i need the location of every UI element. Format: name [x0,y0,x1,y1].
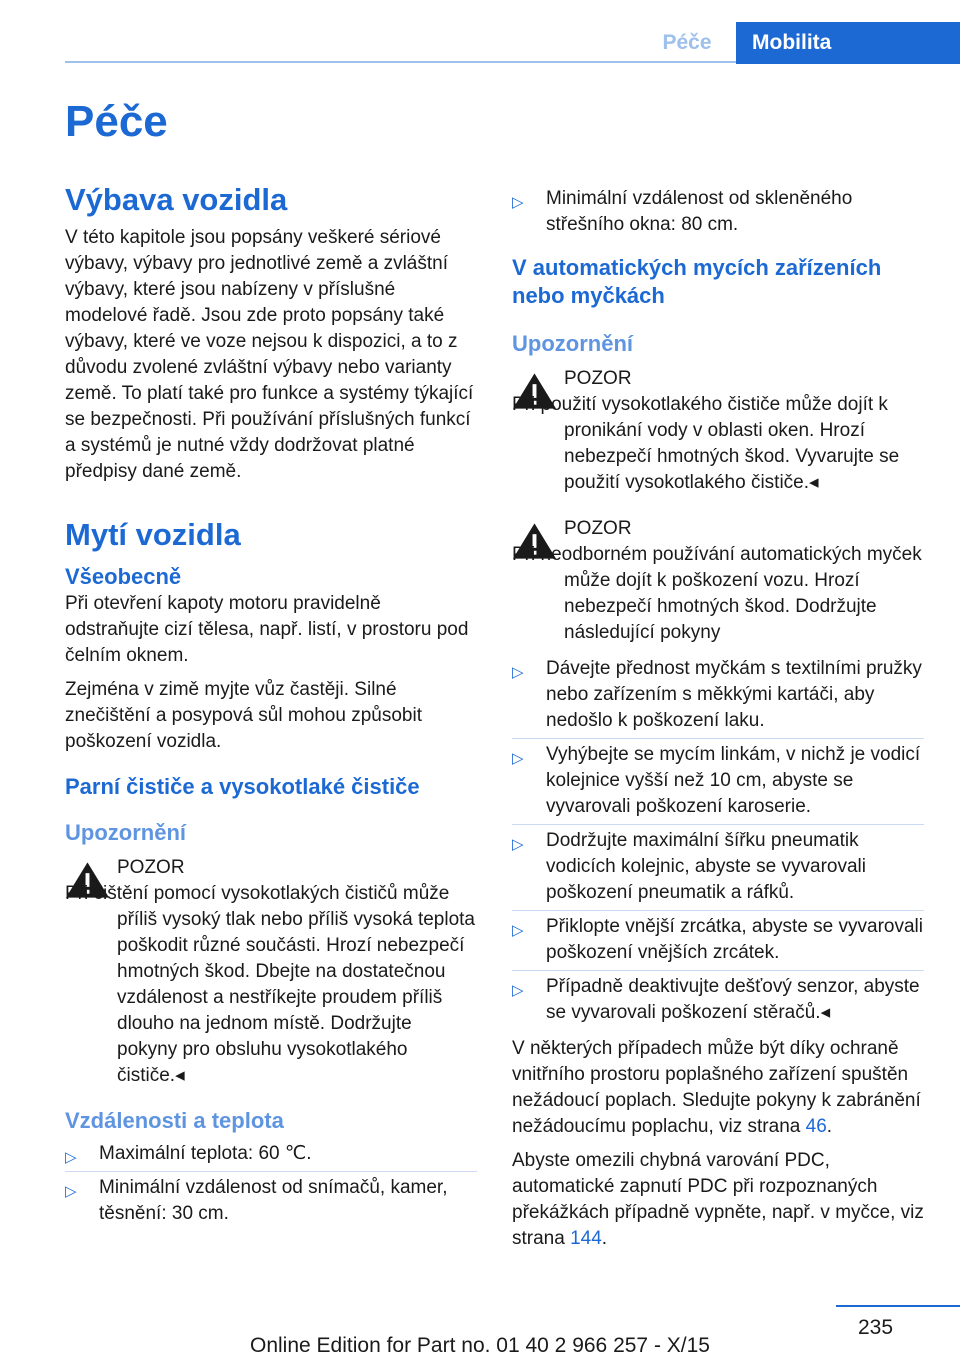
heading-notice: Upozornění [512,331,633,356]
warning-block [512,516,924,646]
list-item [512,828,924,906]
paragraph-general-2: Zejména v zimě myjte vůz častěji. Silné znečištění a posypová sůl mohou způsobit poškození vozidla. [65,679,422,752]
list-item-text: Minimální vzdálenost od snímačů, kamer, těsnění: 30 cm. [99,1177,448,1224]
distance-list-continued [512,186,924,238]
list-item [512,656,924,734]
heading-distances: Vzdálenosti a teplota [65,1108,284,1133]
list-item-text: Dodržujte maximální šířku pneumatik vodicích kolejnic, abyste se vyvarovali poškození pneumatik a ráfků. [546,830,866,903]
list-item-text: Minimální vzdálenost od skleněného střešního okna: 80 cm. [546,188,853,235]
list-item-text: Případně deaktivujte dešťový senzor, abyste se vyvarovali poškození stěračů.◂ [546,976,920,1023]
page-title: Péče [65,97,168,146]
paragraph-pdc: Abyste omezili chybná varování PDC, automatické zapnutí PDC při rozpoznaných překážkách případně vypněte, např. v myčce, viz strana 144. [512,1150,924,1249]
warning-block [512,366,924,496]
warning-text: Při použití vysokotlakého čističe může dojít k pronikání vody v oblasti oken. Hrozí nebezpečí hmotných škod. Vyvarujte se použití vysokotlakého čističe.◂ [512,394,900,493]
heading-automatic-wash: V automatických mycích zařízeních nebo myčkách [512,255,882,308]
paragraph-equipment: V této kapitole jsou popsány veškeré sériové výbavy, výbavy pro jednotlivé země a zvláštní výbavy, které jsou nabízeny v příslušné modelové řadě. Jsou zde proto popsány také výbavy, které ve voze nejsou k dispozici, a to z důvodu zvolené zvláštní výbavy nebo varianty země. To platí také pro funkce a systémy týkající se bezpečnosti. Při používání příslušných funkcí a systémů je nutné vždy dodržovat platné předpisy dané země. [65,227,474,482]
paragraph-general-1: Při otevření kapoty motoru pravidelně odstraňujte cizí tělesa, např. listí, v prostoru pod čelním oknem. [65,593,469,666]
divider [512,824,924,825]
tab-care[interactable]: Péče [662,31,712,54]
triangle-bullet-icon: ▷ [512,750,524,767]
warning-block [65,855,477,1089]
warning-heading: POZOR [564,368,632,389]
list-item [512,186,924,238]
list-item [512,974,924,1026]
divider [65,1171,477,1172]
left-column [65,180,477,1235]
list-item-text: Maximální teplota: 60 ℃. [99,1143,312,1164]
triangle-bullet-icon: ▷ [512,922,524,939]
heading-washing: Mytí vozidla [65,517,241,552]
list-item [65,1141,477,1167]
triangle-bullet-icon: ▷ [512,664,524,681]
page-link-144[interactable]: 144 [570,1228,602,1249]
triangle-bullet-icon: ▷ [65,1149,77,1166]
bottom-rule [836,1305,960,1307]
distance-list [65,1141,477,1227]
heading-equipment: Výbava vozidla [65,182,288,217]
warning-text: Při neodborném používání automatických myček může dojít k poškození vozu. Hrozí nebezpečí hmotných škod. Dodržujte následující pokyny [512,544,922,643]
list-item [65,1175,477,1227]
triangle-bullet-icon: ▷ [512,982,524,999]
list-item-text: Dávejte přednost myčkám s textilními pružky nebo zařízením s měkkými kartáči, aby nedošlo k poškození laku. [546,658,922,731]
list-item [512,914,924,966]
triangle-bullet-icon: ▷ [512,836,524,853]
list-item-text: Přiklopte vnější zrcátka, abyste se vyvarovali poškození vnějších zrcátek. [546,916,923,963]
warning-heading: POZOR [117,857,185,878]
list-item-text: Vyhýbejte se mycím linkám, v nichž je vodicí kolejnice vyšší než 10 cm, abyste se vyvarovali poškození karoserie. [546,744,921,817]
warning-text: Při čištění pomocí vysokotlakých čističů může příliš vysoký tlak nebo příliš vysoká teplota poškodit různé součásti. Hrozí nebezpečí hmotných škod. Dbejte na dostatečnou vzdálenost a nestříkejte proudem příliš dlouho na jednom místě. Dodržujte pokyny pro obsluhu vysokotlakého čističe.◂ [65,883,475,1086]
edition-footer: Online Edition for Part no. 01 40 2 966 257 - X/15 [250,1334,710,1357]
car-wash-list [512,656,924,1026]
heading-steam-cleaners: Parní čističe a vysokotlaké čističe [65,774,420,799]
page-link-46[interactable]: 46 [805,1116,827,1137]
heading-notice: Upozornění [65,820,186,845]
triangle-bullet-icon: ▷ [65,1183,77,1200]
list-item [512,742,924,820]
divider [512,910,924,911]
divider [512,738,924,739]
warning-heading: POZOR [564,518,632,539]
paragraph-alarm: V některých případech může být díky ochraně vnitřního prostoru poplašného zařízení spuštěn nežádoucí poplach. Sledujte pokyny k zabránění nežádoucímu poplachu, viz strana 46. [512,1038,921,1137]
triangle-bullet-icon: ▷ [512,194,524,211]
page-number: 235 [858,1316,894,1339]
heading-general: Všeobecně [65,564,182,589]
right-column [512,186,924,1260]
tab-mobility[interactable]: Mobilita [736,22,960,64]
divider [512,970,924,971]
